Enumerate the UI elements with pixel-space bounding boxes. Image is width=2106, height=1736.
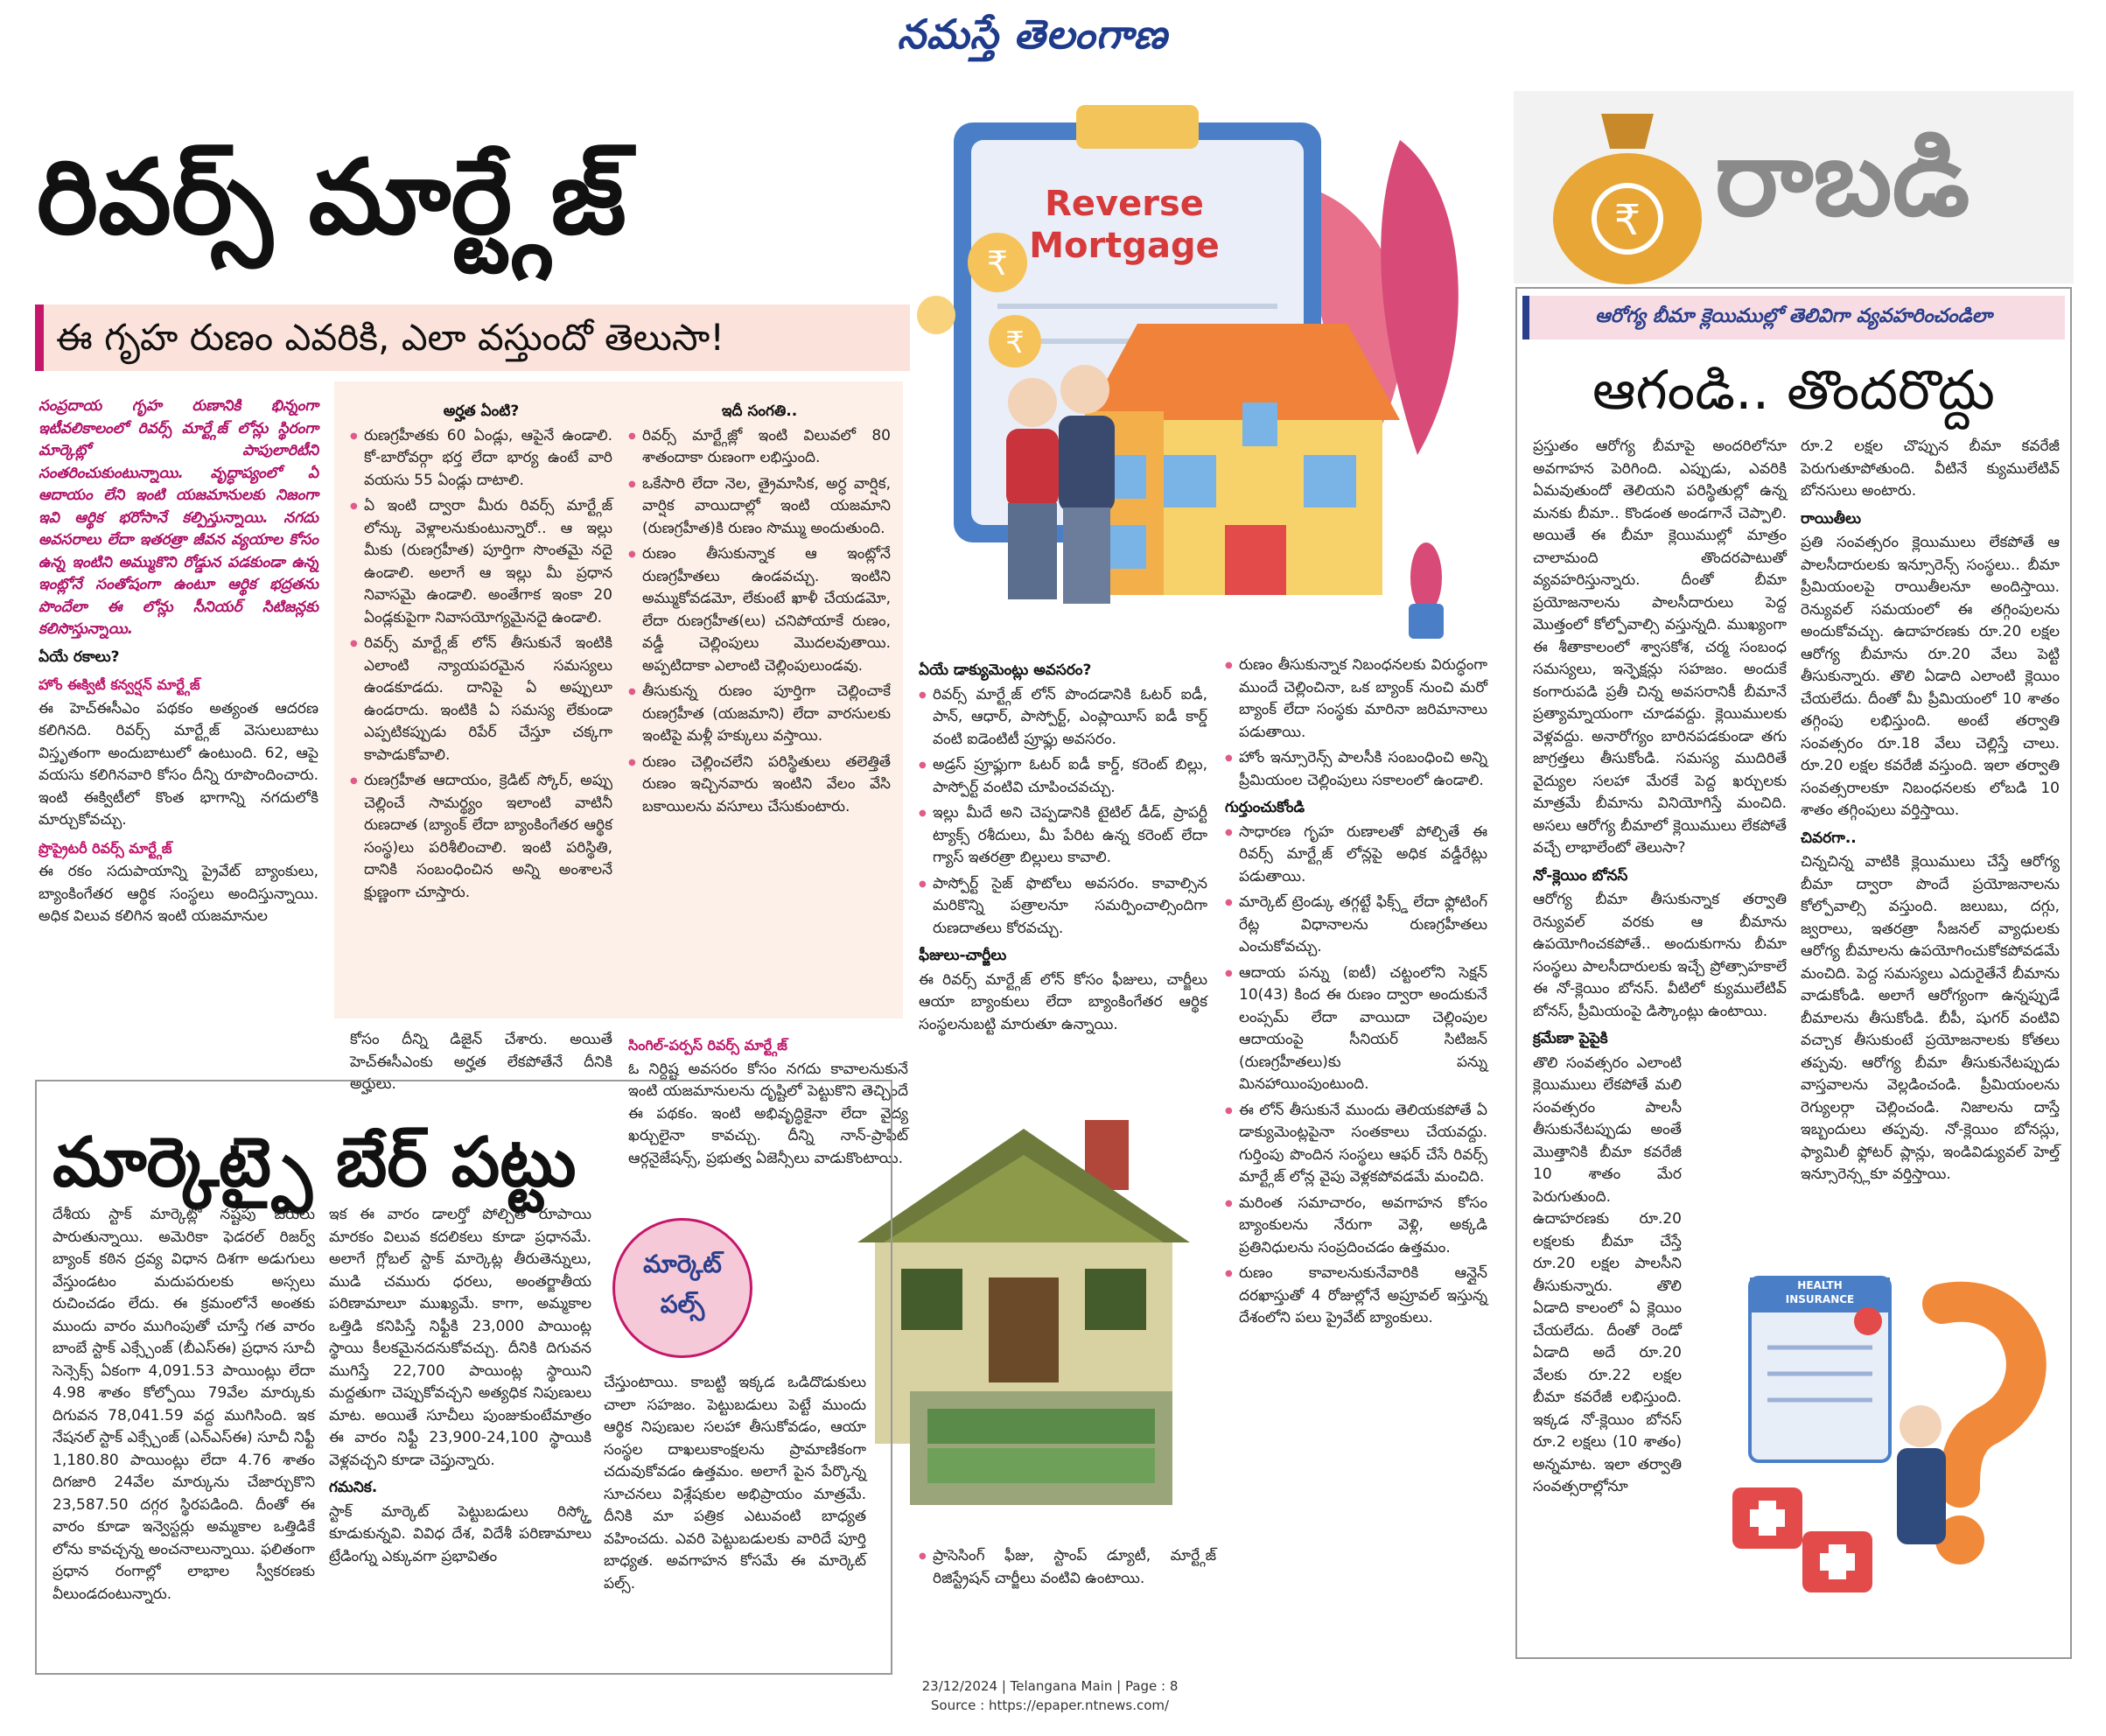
rm-proprietary-cont-text: కోసం దీన్ని డిజైన్ చేశారు. అయితే హెచ్ఈసీఎంకు అర్హత లేకపోతేనే దీనికి అర్హులు. [350,1031,612,1093]
rm-fees-text: ఈ రివర్స్ మార్ట్గేజ్ లోన్ కోసం ఫీజులు, చార్జీలు ఆయా బ్యాంకులు లేదా బ్యాంకింగేతర ఆర్థిక సంస్థలనుబట్టి మారుతూ ఉన్నాయి. [919,970,1207,1033]
market-pulse-badge [612,1218,752,1358]
health-no-claim-heading: నో-క్లెయిం బోనస్ [1533,866,1628,885]
health-col2-intro: రూ.2 లక్షల చొప్పున బీమా కవరేజీ పెరుగుతూపోతుంది. వీటినే క్యుములేటివ్ బోనసులు అంటారు. [1801,438,2060,500]
list-item: ● రుణం చెల్లించలేని పరిస్థితులు తలెత్తితే రుణం ఇచ్చినవారు ఇంటిని వేలం వేసి బకాయిలను వసూలు చేసుకుంటారు. [628,752,891,819]
rm-single-purpose-text: ఓ నిర్దిష్ట అవసరం కోసం నగదు కావాలనుకునే ఇంటి యజమానులను దృష్టిలో పెట్టుకొని తెచ్చిందే ఈ పథకం. ఇంటి అభివృద్ధికైనా లేదా వైద్య ఖర్చులైనా కావచ్చు. దీన్ని నాన్-ప్రాఫిట్ ఆర్గనైజేషన్స్, ప్రభుత్వ ఏజెన్సీలు వాడుకొంటాయి. [628,1060,908,1167]
list-item: ● రుణగ్రహీత ఆదాయం, క్రెడిట్ స్కోర్, అప్పు చెల్లించే సామర్థ్యం ఇలాంటి వాటినీ రుణదాత (బ్యాంక్ లేదా బ్యాంకింగేతర ఆర్థిక సంస్థ)లు పరిశీలించాలి. ఇంటి పరిస్థితి, దానికి సంబంధించిన అన్ని అంశాలనే క్షుణ్ణంగా చూస్తారు. [350,770,612,904]
illustration-text-reverse: Reverse [1045,184,1204,224]
reverse-mortgage-illustration [910,88,1496,648]
market-pulse-badge-line2: పల్స్ [660,1290,705,1319]
health-doc-label-1: HEALTH [1797,1279,1843,1292]
rm-intro: సంప్రదాయ గృహ రుణానికి భిన్నంగా ఇటీవలికాలంలో రివర్స్ మార్ట్గేజ్ లోన్లు స్థిరంగా మార్కెట్లో పాపులారిటీని సంతరించుకుంటున్నాయి. వృద్ధాప్యంలో ఏ ఆదాయం లేని ఇంటి యజమానులకు నిజంగా ఇవి ఆర్థిక భరోసానే కల్పిస్తున్నాయి. నగదు అవసరాలు లేదా ఇతరత్రా జీవన వ్యయాల కోసం ఉన్న ఇంటిని అమ్ముకొని రోడ్డున పడకుండా ఉన్న ఇంట్లోనే సంతోషంగా ఉంటూ ఆర్థిక భద్రతను పొందేలా ఈ లోన్లు సీనియర్ సిటిజన్లకు కలిసొస్తున్నాయి. [38,397,318,638]
list-item: ● అడ్రస్ ప్రూఫ్లుగా ఓటర్ ఐడీ కార్డ్, కరెంట్ బిల్లు, పాస్పోర్ట్ వంటివి చూపించవచ్చు. [919,754,1207,799]
svg-text:₹: ₹ [1005,326,1025,360]
rm-proprietary-heading: ప్రొప్రైటరీ రివర్స్ మార్ట్గేజ్ [38,839,172,857]
market-column-3 [604,1372,866,1670]
market-body-2: ఇక ఈ వారం డాలర్తో పోల్చితే రూపాయి మారకం విలువ కదలికలు కూడా ప్రధానమే. అలాగే గ్లోబల్ స్టాక్ మార్కెట్ల తీరుతెన్నులు, ముడి చమురు ధరలు, అంతర్జాతీయ పరిణామాలూ ముఖ్యమే. కాగా, అమ్మకాల ఒత్తిడి కనిపిస్తే నిఫ్టీకి 23,000 పాయింట్ల స్థాయి కీలకమైనదనుకోవచ్చు. దీనికి దిగువన ముగిస్తే 22,700 పాయింట్ల స్థాయిని మద్దతుగా చెప్పుకోవచ్చని అత్యధిక నిపుణులు మాట. అయితే సూచీలు పుంజుకుంటేమాత్రం ఈ వారం నిఫ్టీ 23,900-24,100 స్థాయికి వెళ్లవచ్చని కూడా చెప్తున్నారు. [329,1206,591,1469]
market-headline: మార్కెట్పై బేర్ పట్టు [52,1124,577,1202]
list-item: ● రివర్స్ మార్ట్గేజ్ లోన్ పొందడానికి ఓటర్ ఐడీ, పాన్, ఆధార్, పాస్పోర్ట్, ఎంప్లాయీస్ ఐడీ కార్డ్ వంటి ఐడెంటిటీ ప్రూఫ్లు అవసరం. [919,684,1207,752]
reverse-mortgage-headline: రివర్స్ మార్ట్గేజ్ [37,136,626,257]
rm-proprietary-text: ఈ రకం సదుపాయాన్ని ప్రైవేట్ బ్యాంకులు, బ్యాంకింగేతర ఆర్థిక సంస్థలు అందిస్తున్నాయి. అధిక విలువ కలిగిన ఇంటి యజమానుల [38,863,318,925]
health-column-2 [1801,436,2060,1223]
rm-home-equity-heading: హోం ఈక్విటీ కన్వర్షన్ మార్ట్గేజ్ [38,676,200,693]
rm-remember-heading: గుర్తుంచుకోండి [1225,799,1305,816]
svg-text:₹: ₹ [986,244,1009,283]
list-item: ● రుణం కావాలనుకునేవారికి ఆన్లైన్ దరఖాస్తుతో 4 రోజుల్లోనే అప్రూవల్ ఇస్తున్న దేశంలోని పలు ప్రైవేట్ బ్యాంకులు. [1225,1263,1487,1330]
list-item: ● ఈ లోన్ తీసుకునే ముందు తెలియకపోతే ఏ డాక్యుమెంట్లపైనా సంతకాలు చేయవద్దు. గుర్తింపు పొందిన సంస్థలు ఆఫర్ చేసే రివర్స్ మార్ట్గేజ్ లోన్ల వైపు వెళ్లకపోవడమే మంచిది. [1225,1100,1487,1189]
money-bag-icon [1540,96,1715,289]
list-item: ● హోం ఇన్సూరెన్స్ పాలసీకి సంబంధించి అన్ని ప్రీమియంల చెల్లింపులు సకాలంలో ఉండాలి. [1225,747,1487,792]
health-insurance-illustration [1697,1251,2065,1654]
list-item: ● సాధారణ గృహ రుణాలతో పోల్చితే ఈ రివర్స్ మార్ట్గేజ్ లోన్లపై అధిక వడ్డీరేట్లు పడుతాయి. [1225,822,1487,889]
health-no-claim-text: ఆరోగ్య బీమా తీసుకున్నాక తర్వాతి రెన్యువల్ వరకు ఆ బీమాను ఉపయోగించకపోతే.. అందుకుగాను బీమా సంస్థలు పాలసీదారులకు ఇచ్చే ప్రోత్సాహకాలే ఈ నో-క్లెయిం బోనస్. వీటిలో క్యుములేటివ్ బోనస్, ప్రీమియంపై డిస్కౌంట్లు ఉంటాయి. [1533,891,1787,1020]
market-body-3: చేస్తుంటాయి. కాబట్టి ఇక్కడ ఒడిదొడుకులు చాలా సహజం. పెట్టుబడులు పెట్టే ముందు ఆర్థిక నిపుణుల సలహా తీసుకోవడం, ఆయా సంస్థల దాఖలుకాంక్షలను ప్రామాణికంగా చదువుకోవడం ఉత్తమం. అలాగే పైన పేర్కొన్న సూచనలు విశ్లేషకుల అభిప్రాయం మాత్రమే. దీనికి మా పత్రిక ఎటువంటి బాధ్యత వహించదు. ఎవరి పెట్టుబడులకు వారిదే పూర్తి బాధ్యత. అవగాహన కోసమే ఈ మార్కెట్ పల్స్. [604,1374,866,1592]
health-finally-heading: చివరగా.. [1801,829,1857,847]
health-intro: ప్రస్తుతం ఆరోగ్య బీమాపై అందరిలోనూ అవగాహన పెరిగింది. ఎప్పుడు, ఎవరికి ఏమవుతుందో తెలియని పరిస్థితుల్లో ఉన్న మనకు బీమా.. కొండంత అండగానే చెప్పాలి. అయితే ఈ బీమా క్లెయిముల్లో మాత్రం చాలామంది తొందరపాటుతో వ్యవహరిస్తున్నారు. దీంతో బీమా ప్రయోజనాలను పాలసీదారులు పెద్ద మొత్తంలో కోల్పోవాల్సి వస్తున్నది. ముఖ్యంగా ఈ శీతాకాలంలో శ్వాసకోశ, చర్మ సంబంధ సమస్యలు, ఇన్ఫెక్షన్లు సహజం. అందుకే కంగారుపడి ప్రతీ చిన్న అవసరానికీ బీమానే ప్రత్యామ్నాయంగా చూడవద్దు. క్లెయిములకు వెళ్లవద్దు. అనారోగ్యం బారినపడకుండా తగు జాగ్రత్తలు తీసుకోండి. సమస్య ముదిరితే వైద్యుల సలహా మేరకే పెద్ద ఖర్చులకు మాత్రమే బీమాను వినియోగిస్తే మంచిది. అసలు ఆరోగ్య బీమాలో క్లెయిములు లేకపోతే వచ్చే లాభాలేంటో తెలుసా? [1533,438,1787,857]
rm-column-1 [38,396,318,1113]
rabadi-logo-text: రాబడి [1715,118,1970,240]
rm-eligibility-column [350,396,612,1008]
list-item: ● రుణం తీసుకున్నాక నిబంధనలకు విరుద్ధంగా ముందే చెల్లించినా, ఒక బ్యాంక్ నుంచి మరో బ్యాంక్ లేదా సంస్థకు మారినా జరిమానాలు పడుతాయి. [1225,654,1487,744]
list-item: ● ఇల్లు మీదే అని చెప్పడానికి టైటిల్ డీడ్, ప్రాపర్టీ ట్యాక్స్ రశీదులు, మీ పేరిట ఉన్న కరెంట్ లేదా గ్యాస్ ఇతరత్రా బిల్లులు కావాలి. [919,802,1207,870]
market-note-text: స్టాక్ మార్కెట్ పెట్టుబడులు రిస్క్తో కూడుకున్నవి. వివిధ దేశ, విదేశీ పరిణామాలు ట్రేడింగ్ను ఎక్కువగా ప్రభావితం [329,1502,591,1565]
list-item: ● తీసుకున్న రుణం పూర్తిగా చెల్లించాకే రుణగ్రహీత (యజమాని) లేదా వారసులకు ఇంటిపై మళ్లీ హక్కులు వస్తాయి. [628,681,891,748]
list-item: ● రివర్స్ మార్ట్గేజ్ లోన్ తీసుకునే ఇంటికి ఎలాంటి న్యాయపరమైన సమస్యలు ఉండకూడదు. దానిపై ఏ అప్పులూ ఉండరాదు. ఇంటికి ఏ సమస్య లేకుండా ఎప్పటికప్పుడు రిపేర్ చేస్తూ చక్కగా కాపాడుకోవాలి. [350,633,612,766]
rm-home-equity-text: ఈ హెచ్ఈసీఎం పథకం అత్యంత ఆదరణ కలిగినది. రివర్స్ మార్ట్గేజ్ వెసులుబాటు విస్తృతంగా అందుబాటులో ఉంటుంది. 62, ఆపై వయసు కలిగినవారి కోసం దీన్ని రూపొందించారు. ఇంటి ఈక్విటీలో కొంత భాగాన్ని నగదులోకి మార్చుకోవచ్చు. [38,699,318,829]
illustration-text-mortgage: Mortgage [1029,226,1220,266]
list-item: ● పాస్పోర్ట్ సైజ్ ఫొటోలు అవసరం. కావాల్సిన మరికొన్ని పత్రాలనూ సమర్పించాల్సిందిగా రుణదాతలు కోరవచ్చు. [919,873,1207,941]
health-finally-text: చిన్నచిన్న వాటికి క్లెయిములు చేస్తే ఆరోగ్య బీమా ద్వారా పొందే ప్రయోజనాలను కోల్పోవాల్సి వస్తుంది. జలుబు, దగ్గు, జ్వరాలు, ఇతరత్రా సీజనల్ వ్యాధులకు ఆరోగ్య బీమాలను ఉపయోగించుకోకపోవడమే మంచిది. పెద్ద సమస్యలు ఎదురైతేనే బీమాను వాడుకోండి. అలాగే ఆరోగ్యంగా ఉన్నప్పుడే బీమాలను తీసుకోండి. బీపీ, షుగర్ వంటివి వచ్చాక తీసుకుంటే ప్రయోజనాలకు కోతలు తప్పవు. ఆరోగ్య బీమా తీసుకునేటప్పుడు వాస్తవాలను వెల్లడించండి. ప్రీమియంలను రెగ్యులర్గా చెల్లించండి. నిజాలను దాస్తే ఇబ్బందులు తప్పవు. నో-క్లెయిం బోనస్లు, ఫ్యామిలీ ఫ్లోటర్ ప్లాన్లు, ఇండివిడ్యువల్ హెల్త్ ఇన్సూరెన్స్లకూ వర్తిస్తాయి. [1801,853,2060,1183]
footer-line-2: Source : https://epaper.ntnews.com/ [930,1698,1170,1713]
rm-single-purpose-heading: సింగిల్-పర్పస్ రివర్స్ మార్ట్గేజ్ [628,1037,787,1054]
rm-types-heading: ఏయే రకాలు? [38,648,120,666]
list-item: ● ఒకేసారి లేదా నెల, త్రైమాసిక, అర్ధ వార్షిక, వార్షిక వాయిదాల్లో ఇంటి యజమాని (రుణగ్రహీత)కి రుణం సొమ్ము అందుతుంది. [628,473,891,541]
list-item: ● మరింత సమాచారం, అవగాహన కోసం బ్యాంకులను నేరుగా వెళ్లి, అక్కడి ప్రతినిధులను సంప్రదించడం ఉత్తమం. [1225,1193,1487,1260]
rm-facts-heading: ఇదీ సంగతి.. [721,402,798,420]
health-discount-heading: రాయితీలు [1801,509,1862,528]
reverse-mortgage-subhead: ఈ గృహ రుణం ఎవరికి, ఎలా వస్తుందో తెలుసా! [56,316,725,359]
list-item: ● ప్రాసెసింగ్ ఫీజు, స్టాంప్ డ్యూటీ, మార్ట్గేజ్ రిజిస్ట్రేషన్ చార్జీలు వంటివి ఉంటాయి. [919,1545,1216,1590]
svg-text:₹: ₹ [1613,196,1641,245]
rm-facts-column [628,396,891,1008]
health-gradual-text: తొలి సంవత్సరం ఎలాంటి క్లెయిములు లేకపోతే మలి సంవత్సరం పాలసీ తీసుకునేటప్పుడు అంతే మొత్తానికి బీమా కవరేజీ 10 శాతం మేర పెరుగుతుంది. ఉదాహరణకు రూ.20 లక్షలకు బీమా చేస్తే రూ.20 లక్షల పాలసీని తీసుకున్నారు. తొలి ఏడాది కాలంలో ఏ క్లెయిం చేయలేదు. దీంతో రెండో ఏడాది అదే రూ.20 వేలకు రూ.22 లక్షల బీమా కవరేజీ లభిస్తుంది. ఇక్కడ నో-క్లెయిం బోనస్ రూ.2 లక్షలు (10 శాతం) అన్నమాట. ఇలా తర్వాతి సంవత్సరాల్లోనూ [1533,1054,1682,1495]
footer-line-1: 23/12/2024 | Telangana Main | Page : 8 [921,1678,1179,1694]
list-item: ● ఆదాయ పన్ను (ఐటీ) చట్టంలోని సెక్షన్ 10(43) కింద ఈ రుణం ద్వారా అందుకునే లంప్సమ్ లేదా వాయిదా చెల్లింపుల ఆదాయంపై సీనియర్ సిటిజన్ (రుణగ్రహీతలు)కు పన్ను మినహాయింపుంటుంది. [1225,962,1487,1096]
list-item: ● రుణగ్రహీతకు 60 ఏండ్లు, ఆపైనే ఉండాలి. కో-బారోవర్గా భర్త లేదా భార్య ఉంటే వారి వయసు 55 ఏండ్లు దాటాలి. [350,425,612,493]
health-discount-text: ప్రతి సంవత్సరం క్లెయిములు లేకపోతే ఆ పాలసీదారులకు ఇన్సూరెన్స్ సంస్థలు.. బీమా ప్రీమియంలపై రాయితీలనూ అందిస్తాయి. రెన్యువల్ సమయంలో ఈ తగ్గింపులను అందుకోవచ్చు. ఉదాహరణకు రూ.20 లక్షల ఆరోగ్య బీమాను రూ.20 వేలు పెట్టి తీసుకున్నారు. తొలి ఏడాది ఎలాంటి క్లెయిం చేయలేదు. దీంతో మీ ప్రీమియంలో 10 శాతం తగ్గింపు లభిస్తుంది. అంటే తర్వాతి సంవత్సరం రూ.18 వేలు చెల్లిస్తే చాలు. రూ.20 లక్షల కవరేజీ వస్తుంది. ఇలా తర్వాతి సంవత్సరాలకూ నిబంధనలకు లోబడి 10 శాతం తగ్గింపులు వర్తిస్తాయి. [1801,534,2060,819]
market-column-2 [329,1204,591,1668]
rm-docs-column [919,654,1207,1110]
rm-remember-column [1225,654,1487,1661]
health-gradual-heading: క్రమేణా పైపైకి [1533,1030,1608,1047]
market-column-1 [52,1204,315,1668]
list-item: ● ఏ ఇంటి ద్వారా మీరు రివర్స్ మార్ట్గేజ్ లోన్కు వెళ్లాలనుకుంటున్నారో.. ఆ ఇల్లు మీకు (రుణగ్రహీత) పూర్తిగా సొంతమై నదై ఉండాలి. అలాగే ఆ ఇల్లు మీ ప్రధాన నివాసమై ఉండాలి. అంతేగాక ఇంకా 20 ఏండ్లకుపైగా నివాసయోగ్యమైనదై ఉండాలి. [350,495,612,629]
market-pulse-badge-line1: మార్కెట్ [643,1250,722,1278]
list-item: ● రివర్స్ మార్ట్గేజ్లో ఇంటి విలువలో 80 శాతందాకా రుణంగా లభిస్తుంది. [628,425,891,470]
market-body-1: దేశీయ స్టాక్ మార్కెట్లో నష్టపు బేరులు పారుతున్నాయి. అమెరికా ఫెడరల్ రిజర్వ్ బ్యాంక్ కఠిన ద్రవ్య విధాన దిశగా అడుగులు వేస్తుండటం మదుపరులకు అస్సలు రుచించడం లేదు. ఈ క్రమంలోనే అంతకు ముందు వారం ముగింపుతో చూస్తే గత వారం బాంబే స్టాక్ ఎక్స్చేంజ్ (బీఎస్ఈ) ప్రధాన సూచీ సెన్సెక్స్ ఏకంగా 4,091.53 పాయింట్లు లేదా 4.98 శాతం కోల్పోయి 79వేల మార్కుకు దిగువన 78,041.59 వద్ద ముగిసింది. ఇక నేషనల్ స్టాక్ ఎక్స్చేంజ్ (ఎన్ఎస్ఈ) సూచీ నిఫ్టీ 1,180.80 పాయింట్లు లేదా 4.76 శాతం దిగజారి 24వేల మార్కును చేజార్చుకొని 23,587.50 దగ్గర స్థిరపడింది. దీంతో ఈ వారం కూడా ఇన్వెస్టర్లు అమ్మకాల ఒత్తిడికే లోను కావచ్చన్న అంచనాలున్నాయి. ఫలితంగా ప్రధాన రంగాల్లో లాభాల స్వీకరణకు వీలుండదంటున్నారు. [52,1206,315,1603]
rm-docs-heading: ఏయే డాక్యుమెంట్లు అవసరం? [919,662,1092,679]
list-item: ● మార్కెట్ ట్రెండ్కు తగ్గట్టే ఫిక్స్డ్ లేదా ఫ్లోటింగ్ రేట్ల విధానాలను రుణగ్రహీతలు ఎంచుకోవచ్చు. [1225,892,1487,959]
masthead: నమస్తే తెలంగాణ [897,10,1168,58]
health-kicker: ఆరోగ్య బీమా క్లెయిముల్లో తెలివిగా వ్యవహరించండిలా [1595,305,1992,327]
rm-fees-heading: ఫీజులు-చార్జీలు [919,947,1007,964]
health-doc-label-2: INSURANCE [1785,1293,1855,1306]
list-item: ● రుణం తీసుకున్నాక ఆ ఇంట్లోనే రుణగ్రహీతలు ఉండవచ్చు. ఇంటిని అమ్ముకోవడమో, లేకుంటే ఖాళీ చేయడమో, లేదా రుణగ్రహీత(లు) చనిపోయాకే రుణం, వడ్డీ చెల్లింపులు మొదలవుతాయి. అప్పటిదాకా ఎలాంటి చెల్లింపులుండవు. [628,543,891,677]
rm-eligibility-heading: అర్హత ఏంటి? [443,402,520,420]
health-headline: ఆగండి.. తొందరొద్దు [1592,358,1995,422]
rm-fees-item [919,1545,1216,1659]
market-note-heading: గమనిక. [329,1479,378,1496]
